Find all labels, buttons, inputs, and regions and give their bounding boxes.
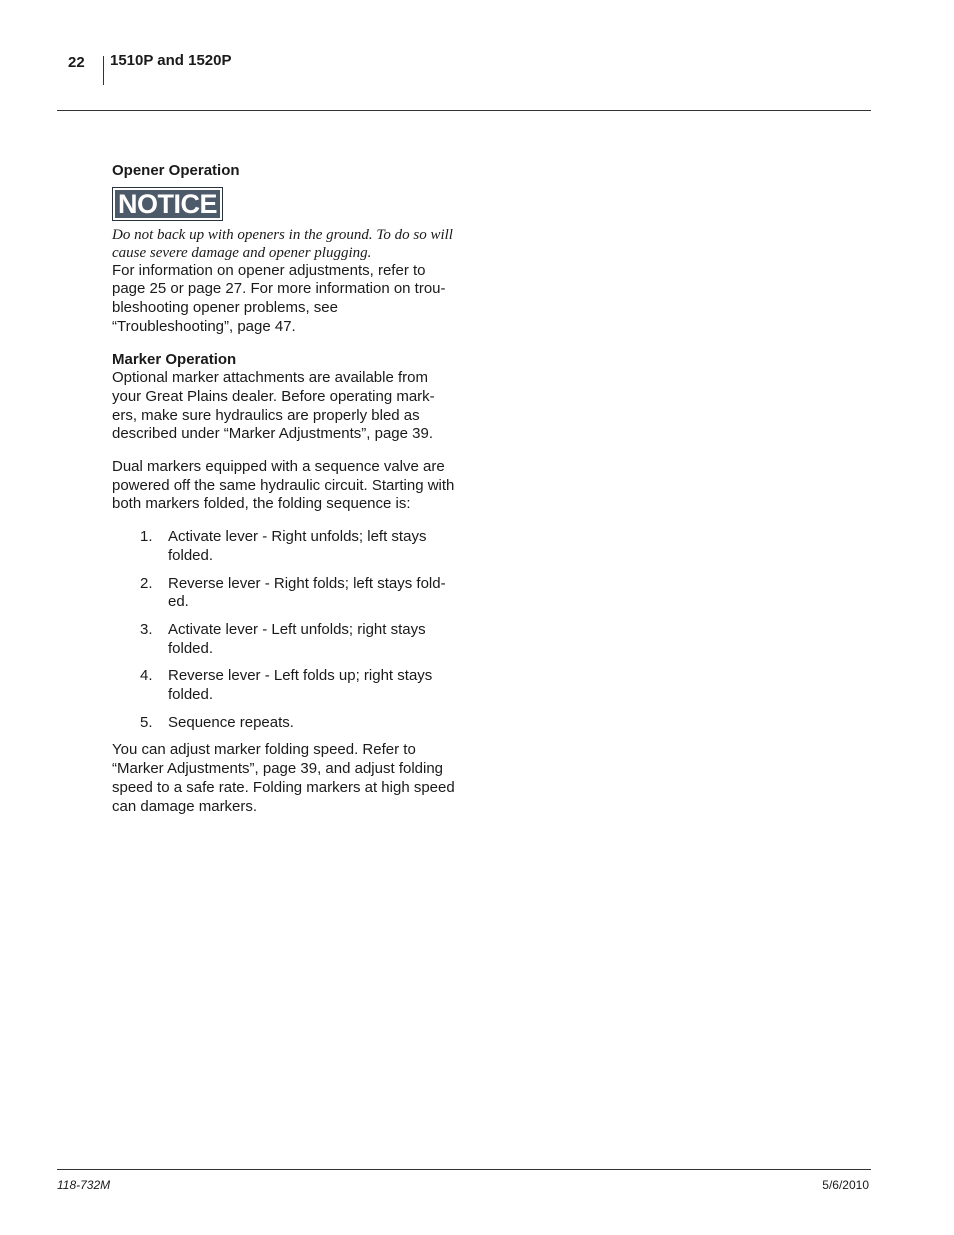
marker-dual-paragraph: Dual markers equipped with a sequence valve are powered off the same hydraulic circuit. Starting with both markers folded, the folding sequence is: (112, 458, 455, 513)
header-divider (103, 56, 104, 85)
document-number: 118-732M (57, 1178, 111, 1192)
notice-badge (112, 187, 223, 221)
opener-body: For information on opener adjustments, refer to page 25 or page 27. For more information on trou-bleshooting opener problems, see “Troubleshooting”, page 47. (112, 261, 446, 335)
list-item (112, 667, 457, 704)
page-number: 22 (68, 54, 85, 71)
step-number: 4. (140, 667, 153, 685)
step-number: 5. (140, 713, 153, 731)
step-text: Activate lever - Right unfolds; left stays folded. (168, 528, 427, 564)
step-text: Reverse lever - Right folds; left stays fold-ed. (168, 574, 446, 611)
step-text: Reverse lever - Left folds up; right stays folded. (168, 667, 433, 704)
marker-closing-paragraph: You can adjust marker folding speed. Refer to “Marker Adjustments”, page 39, and adjust folding speed to a safe rate. Folding markers at high speed can damage markers. (112, 741, 455, 815)
list-item (112, 528, 457, 565)
model-title: 1510P and 1520P (110, 52, 232, 69)
step-text: Sequence repeats. (168, 713, 294, 731)
marker-intro: Optional marker attachments are available from your Great Plains dealer. Before operating mark-ers, make sure hydraulics are properly bled as described under “Marker Adjustments”, page 39. (112, 369, 435, 443)
list-item (112, 575, 457, 612)
marker-operation-heading: Marker Operation (112, 350, 237, 368)
main-content (112, 162, 457, 816)
list-item (112, 621, 457, 658)
folding-sequence-list (112, 528, 457, 732)
step-text: Activate lever - Left unfolds; right stays folded. (168, 620, 426, 657)
document-date: 5/6/2010 (822, 1178, 869, 1192)
notice-label: NOTICE (118, 188, 218, 219)
notice-text: Do not back up with openers in the ground. To do so will cause severe damage and opener plugging. (112, 226, 453, 261)
footer-rule (57, 1169, 871, 1170)
step-number: 2. (140, 574, 153, 592)
step-number: 3. (140, 620, 153, 638)
step-number: 1. (140, 528, 153, 546)
opener-operation-heading: Opener Operation (112, 162, 240, 179)
list-item (112, 714, 457, 733)
header-rule (57, 110, 871, 111)
